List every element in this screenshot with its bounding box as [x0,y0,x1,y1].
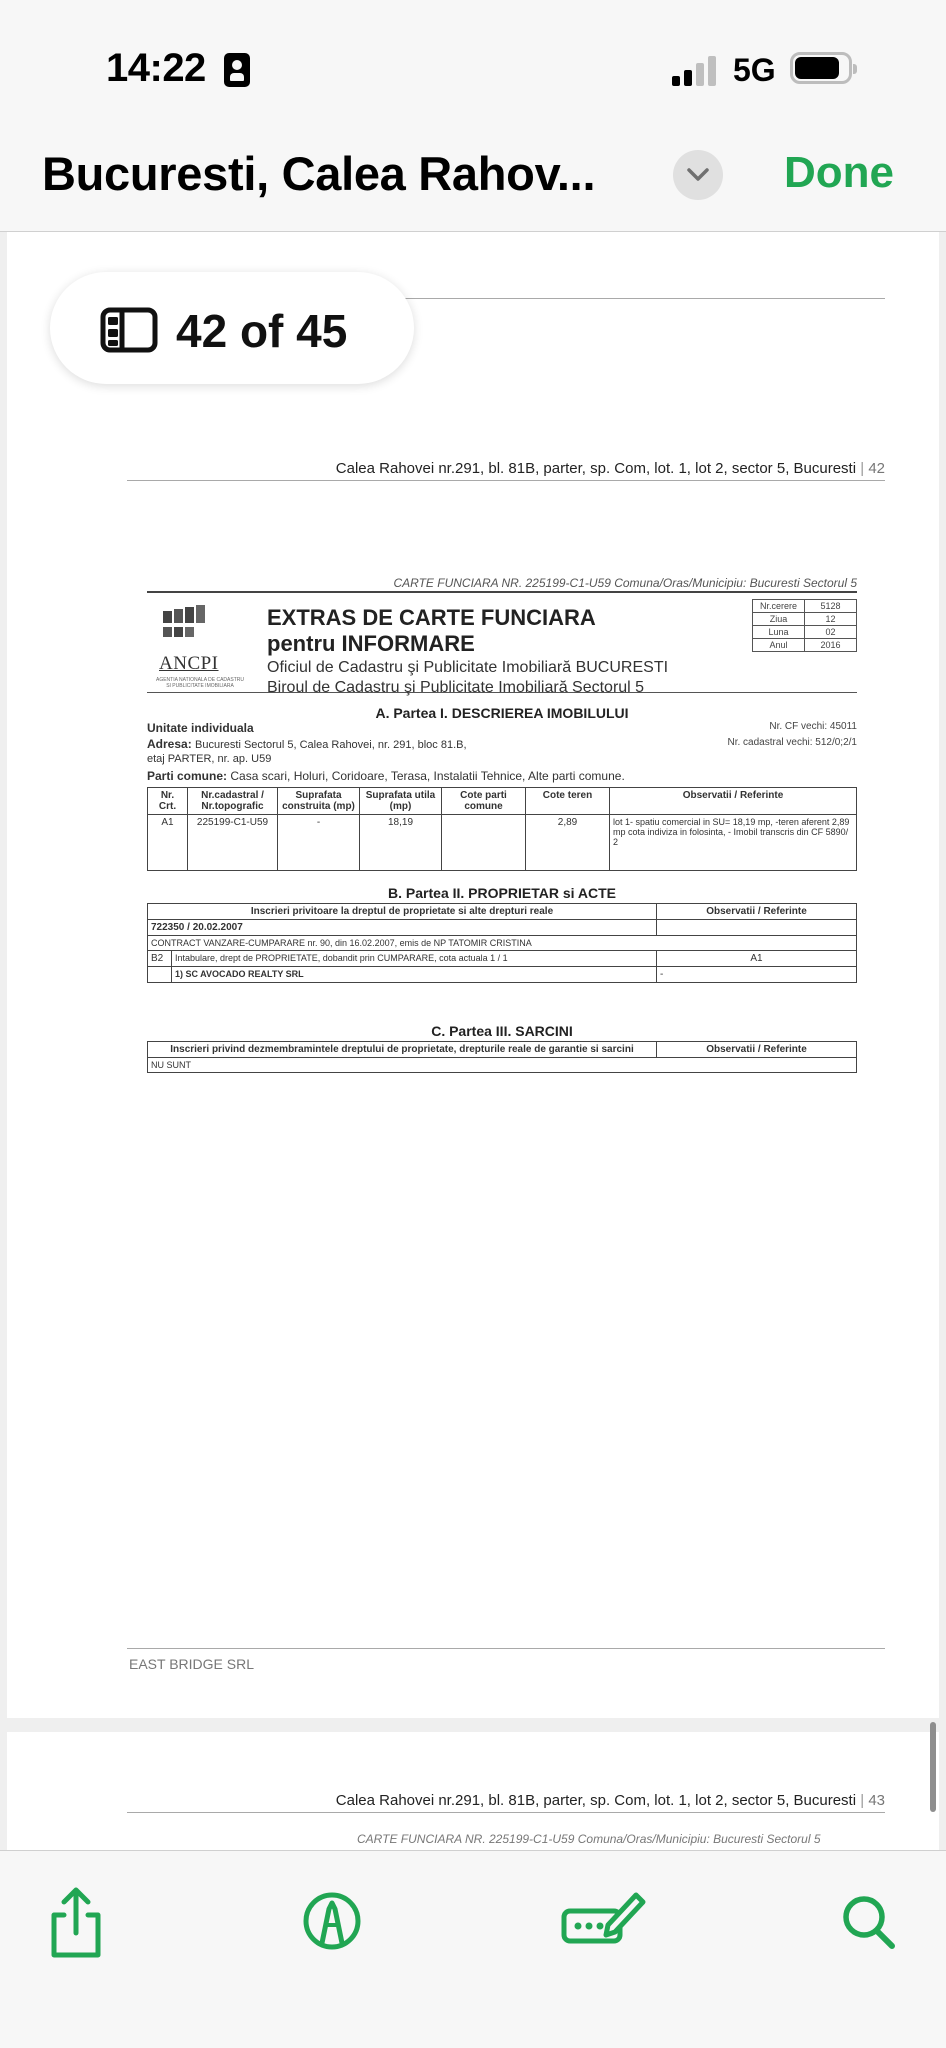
title-menu-button[interactable] [673,150,723,200]
page-indicator-label: 42 of 45 [176,305,348,357]
ownership-table: Inscrieri privitoare la dreptul de proprietate si alte drepturi reale Observatii / Referinte 722350 / 20.02.2007 CONTRACT VANZARE-CUMPARARE nr. 90, din 16.02.2007, emis de NP TATOMIR CRISTINA B2 Intabulare, drept de PROPRIETATE, dobandit prin CUMPARARE, cota actuala 1 / 1 A1 1) SC AVOCADO REALTY SRL - [147,903,857,983]
cellular-signal-icon [672,56,718,86]
page-header-text: Calea Rahovei nr.291, bl. 81B, parter, sp. Com, lot. 1, lot 2, sector 5, Bucuresti [335,1792,857,1809]
network-type-label: 5G [733,52,776,88]
page-header-rule [127,480,885,481]
signature-icon [558,1881,648,1961]
office-line-1: Oficiul de Cadastru şi Publicitate Imobiliară BUCURESTI [267,659,669,676]
page-number: 43 [868,1792,885,1809]
page-footer-rule [127,1648,885,1649]
status-time: 14:22 [106,46,206,90]
page-43 [7,1732,939,1850]
part1-address-row: Adresa: Bucuresti Sectorul 5, Calea Rahovei, nr. 291, bloc 81.B, Nr. cadastral vechi: 512/0;2/1 [147,737,857,751]
share-icon [36,1881,116,1961]
part1-title: A. Partea I. DESCRIEREA IMOBILULUI [375,705,629,721]
page-header-separator: | [860,460,865,477]
navigation-bar [0,120,946,232]
done-button[interactable]: Done [784,148,894,197]
page-footer: EAST BRIDGE SRL [129,1656,255,1672]
markup-button[interactable] [292,1881,372,1961]
sidebar-thumbnails-icon [100,307,158,353]
part1-floor-row: etaj PARTER, nr. ap. U59 [147,753,272,765]
part1-unit-row: Unitate individuala Nr. CF vechi: 45011 [147,721,857,735]
search-icon [830,1881,910,1961]
scan-top-line: CARTE FUNCIARA NR. 225199-C1-U59 Comuna/Oras/Municipiu: Bucuresti Sectorul 5 [147,576,857,593]
part1-common-row: Parti comune: Casa scari, Holuri, Coridoare, Terasa, Instalatii Tehnice, Alte parti comune. [147,769,625,783]
document-viewer[interactable] [0,232,946,1850]
page-header [336,1792,885,1809]
extract-subtitle: pentru INFORMARE [267,631,475,656]
ancpi-logo [153,601,243,689]
scan-header [147,593,857,696]
page-42 [7,400,939,1718]
scanned-land-register-extract [147,576,857,1073]
markup-icon [292,1881,372,1961]
logo-wordmark: ANCPI [159,653,219,674]
page-header [336,460,885,477]
status-bar [0,0,946,120]
battery-icon [790,52,852,84]
search-button[interactable] [830,1881,910,1961]
page-number: 42 [868,460,885,477]
scan-top-line: CARTE FUNCIARA NR. 225199-C1-U59 Comuna/Oras/Municipiu: Bucuresti Sectorul 5 [357,1832,821,1846]
bottom-toolbar [0,1850,946,2048]
document-title[interactable]: Bucuresti, Calea Rahov... [42,147,596,200]
page-indicator[interactable] [50,272,414,384]
request-info-table: Nr.cerere 5128 Ziua 12 Luna 02 Anul 2016 [752,599,857,652]
page-header-rule [127,1812,885,1813]
logo-subtext: AGENTIA NATIONALA DE CADASTRU SI PUBLICITATE IMOBILIARA [156,677,244,689]
encumbrances-table: Inscrieri privind dezmembramintele dreptului de proprietate, drepturile reale de garantie si sarcini Observatii / Referinte NU SUNT [147,1041,857,1073]
id-card-icon [224,53,250,87]
property-description-table: Nr. Crt. Nr.cadastral / Nr.topografic Suprafata construita (mp) Suprafata utila (mp) Cote parti comune Cote teren Observatii / Referinte A1 225199-C1-U59 - 18,19 2,89 lot 1- spatiu comercial in SU= 18,19 mp, -teren aferent 2,89 mp cota indiviza in folosinta, - Imobil transcris din CF 5890/ 2 [147,787,857,871]
part2-title: B. Partea II. PROPRIETAR si ACTE [388,885,616,901]
part3-title: C. Partea III. SARCINI [431,1023,573,1039]
share-button[interactable] [36,1881,116,1961]
page-header-separator: | [860,1792,865,1809]
office-line-2: Biroul de Cadastru şi Publicitate Imobiliară Sectorul 5 [267,679,645,696]
page-header-text: Calea Rahovei nr.291, bl. 81B, parter, sp. Com, lot. 1, lot 2, sector 5, Bucuresti [335,460,857,477]
signature-button[interactable] [558,1881,648,1961]
scrollbar-thumb[interactable] [930,1722,936,1812]
chevron-down-icon [685,164,711,186]
extract-title: EXTRAS DE CARTE FUNCIARA [267,605,596,630]
